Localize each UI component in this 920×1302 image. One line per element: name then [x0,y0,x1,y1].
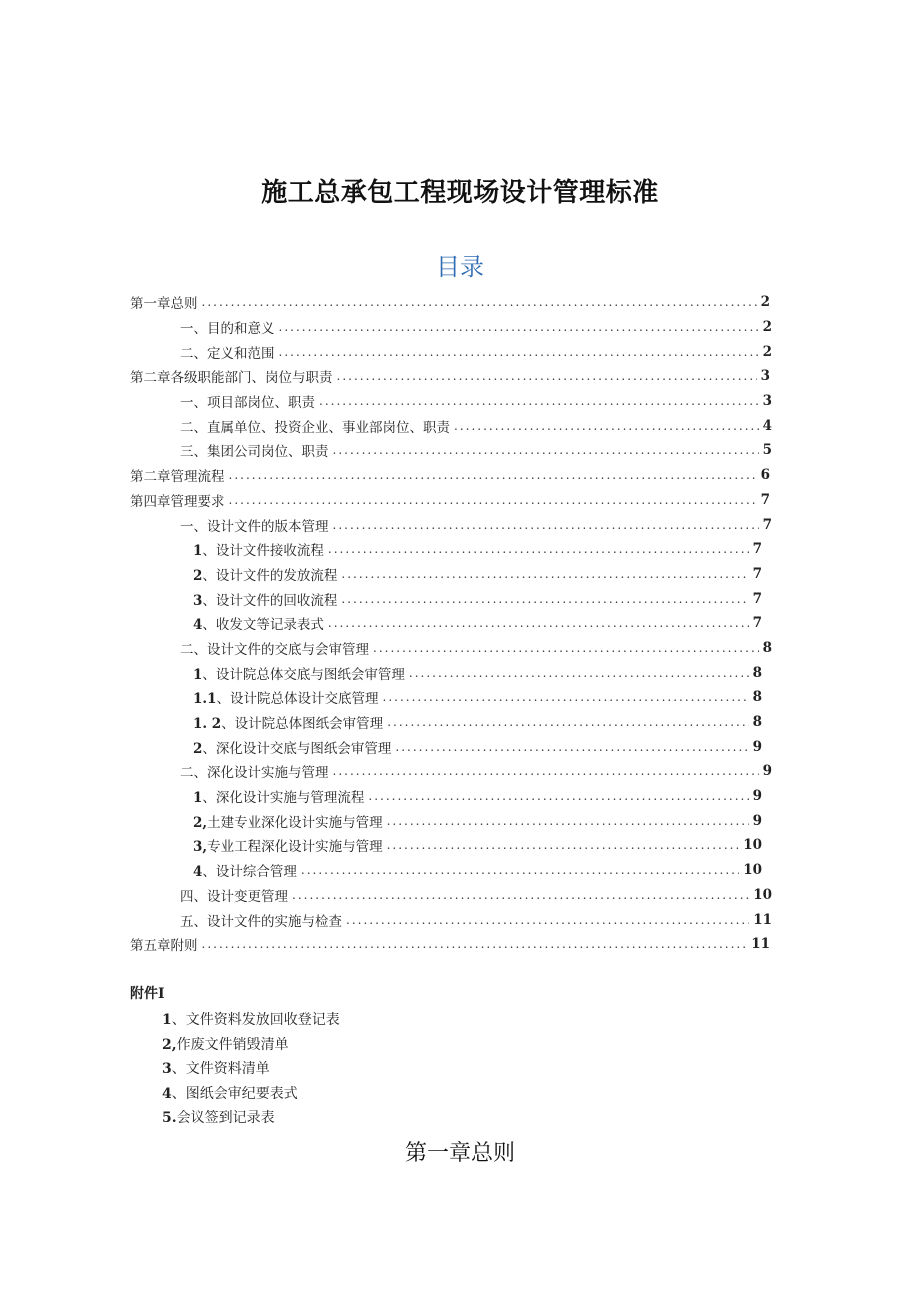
toc-page-number: 7 [752,590,762,607]
toc-entry-label [180,317,275,337]
appendix-item-number: 1 [162,1012,172,1028]
toc-entry-text: 专业工程深化设计实施与管理 [207,839,383,856]
appendix-item [130,1033,730,1058]
toc-entry[interactable] [130,537,780,562]
toc-entry-label [180,515,329,535]
toc-entry-text: 第二章各级职能部门、岗位与职责 [130,370,333,387]
toc-entry-text: 第五章附则 [130,938,198,955]
toc-leader-dots [333,518,759,532]
toc-entry-text: 三、集团公司岗位、职责 [180,444,329,461]
toc-entry-label [180,910,342,930]
toc-entry[interactable] [130,932,780,957]
toc-entry-text: 四、设计变更管理 [180,888,288,905]
toc-page-number: 5 [762,442,772,459]
toc-entry-label [193,712,383,732]
appendix-item [130,1106,730,1131]
appendix-list [130,983,730,1131]
toc-page-number: 8 [752,664,762,681]
toc-page-number: 10 [743,837,762,854]
toc-entry-number: 2 [193,740,203,757]
toc-entry[interactable] [130,512,780,537]
appendix-item-number: 2, [162,1036,177,1053]
appendix-item-text: 会议签到记录表 [176,1110,275,1127]
toc-page-number: 8 [752,714,762,731]
toc-leader-dots [341,592,748,606]
toc-entry[interactable] [130,660,780,685]
toc-leader-dots [346,913,749,927]
appendix-item-number: 3 [162,1061,172,1078]
toc-page-number: 7 [752,541,762,558]
toc-entry[interactable] [130,586,780,611]
toc-entry-text: 土建专业深化设计实施与管理 [207,814,383,831]
toc-page-number: 10 [743,862,762,879]
toc-heading: 目录 [436,253,484,281]
toc-entry[interactable] [130,463,780,488]
toc-entry-text: 、深化设计实施与管理流程 [202,790,365,807]
toc-entry-label [193,663,405,683]
toc-entry-label [180,885,288,905]
toc-entry[interactable] [130,562,780,587]
toc-entry[interactable] [130,413,780,438]
toc-page-number: 3 [760,368,770,385]
toc-entry-label [180,416,450,436]
toc-page-number: 11 [753,911,772,928]
toc-entry[interactable] [130,315,780,340]
toc-leader-dots [202,937,748,951]
toc-leader-dots [292,888,749,902]
appendix-item-text: 、文件资料发放回收登记表 [171,1012,340,1028]
toc-page-number: 8 [762,639,772,656]
toc-leader-dots [387,838,740,852]
toc-entry-text: 二、深化设计实施与管理 [180,765,329,782]
toc-page-number: 9 [752,738,762,755]
toc-page-number: 2 [760,294,770,311]
toc-entry-label [180,638,369,658]
toc-entry-number: 1. 2 [193,716,222,733]
toc-entry-text: 二、定义和范围 [180,345,275,362]
toc-entry-number: 1.1 [193,691,217,708]
toc-entry-text: 、设计文件接收流程 [202,543,324,560]
toc-entry[interactable] [130,858,780,883]
toc-entry-number: 1 [193,543,203,560]
toc-page-number: 6 [760,467,770,484]
toc-leader-dots [383,690,749,704]
toc-entry-label [193,786,364,806]
toc-entry-label [193,687,379,707]
toc-entry[interactable] [130,636,780,661]
toc-leader-dots [328,616,749,630]
toc-entry-text: 第二章管理流程 [130,469,225,486]
toc-entry-text: 、设计院总体设计交底管理 [216,691,379,708]
toc-entry-label [193,539,324,559]
toc-entry-text: 第四章管理要求 [130,493,225,510]
toc-entry-label [130,490,225,510]
toc-entry-label [180,440,329,460]
toc-entry[interactable] [130,290,780,315]
toc-entry-number: 2, [193,814,208,831]
table-of-contents [130,290,780,957]
toc-leader-dots [387,814,749,828]
toc-entry[interactable] [130,364,780,389]
toc-entry-label [130,366,333,386]
toc-entry[interactable] [130,339,780,364]
toc-entry-text: 、设计综合管理 [202,864,297,881]
toc-entry-text: 一、项目部岗位、职责 [180,395,315,412]
toc-page-number: 9 [752,812,762,829]
toc-entry-number: 3 [193,592,203,609]
toc-entry-label [193,564,337,584]
toc-entry-text: 、设计文件的发放流程 [202,567,338,584]
toc-entry[interactable] [130,611,780,636]
chapter-title: 第一章总则 [404,1141,515,1166]
toc-leader-dots [328,542,749,556]
toc-entry[interactable] [130,734,780,759]
toc-leader-dots [319,394,759,408]
toc-entry-text: 、设计文件的回收流程 [202,592,338,609]
toc-page-number: 3 [762,393,772,410]
toc-entry[interactable] [130,685,780,710]
toc-page-number: 7 [752,565,762,582]
toc-leader-dots [387,715,748,729]
toc-entry-text: 二、直属单位、投资企业、事业部岗位、职责 [180,419,450,436]
appendix-item-number: 5. [162,1110,177,1127]
document-title: 施工总承包工程现场设计管理标准 [261,178,659,208]
toc-entry[interactable] [130,438,780,463]
toc-page-number: 7 [760,491,770,508]
toc-entry-text: 、收发文等记录表式 [202,617,324,634]
toc-entry[interactable] [130,784,780,809]
toc-leader-dots [409,666,749,680]
toc-leader-dots [301,863,739,877]
toc-page-number: 2 [762,343,772,360]
toc-leader-dots [337,369,757,383]
toc-entry[interactable] [130,833,780,858]
toc-entry-label [193,811,383,831]
toc-page-number: 7 [752,615,762,632]
toc-entry-number: 1 [193,666,203,683]
toc-leader-dots [395,740,748,754]
toc-entry-text: 五、设计文件的实施与检查 [180,913,342,930]
toc-page-number: 4 [762,417,772,434]
toc-entry-label [193,613,324,633]
toc-entry-label [193,589,337,609]
toc-leader-dots [279,320,759,334]
toc-entry-label [193,835,383,855]
toc-page-number: 8 [752,689,762,706]
toc-page-number: 2 [762,319,772,336]
toc-leader-dots [202,295,757,309]
toc-entry-number: 4 [193,864,203,881]
toc-leader-dots [373,641,759,655]
appendix-item [130,1008,730,1033]
toc-leader-dots [454,419,759,433]
toc-entry-text: 、设计院总体交底与图纸会审管理 [202,666,405,683]
appendix-item-text: 、文件资料清单 [171,1061,270,1078]
toc-entry-text: 二、设计文件的交底与会审管理 [180,641,369,658]
toc-entry[interactable] [130,389,780,414]
toc-entry-label [193,860,297,880]
toc-entry-number: 2 [193,567,203,584]
toc-page-number: 10 [753,886,772,903]
toc-entry[interactable] [130,488,780,513]
appendix-item [130,1082,730,1107]
toc-leader-dots [279,345,759,359]
appendix-item-text: 、图纸会审纪要表式 [171,1085,298,1102]
toc-entry-label [193,737,391,757]
toc-entry-number: 1 [193,790,203,807]
toc-leader-dots [368,789,748,803]
toc-leader-dots [333,443,759,457]
toc-leader-dots [229,493,757,507]
toc-page-number: 9 [752,788,762,805]
appendix-item-text: 作废文件销毁清单 [176,1036,289,1053]
toc-entry-text: 、设计院总体图纸会审管理 [221,716,384,733]
toc-entry-number: 3, [193,839,208,856]
toc-page-number: 9 [762,763,772,780]
toc-entry-number: 4 [193,617,203,634]
toc-entry-text: 一、目的和意义 [180,321,275,338]
toc-entry-label [180,342,275,362]
toc-entry[interactable] [130,710,780,735]
toc-page-number: 7 [762,516,772,533]
toc-entry-label [130,292,198,312]
toc-entry[interactable] [130,808,780,833]
toc-leader-dots [341,567,748,581]
toc-entry[interactable] [130,907,780,932]
toc-leader-dots [229,468,757,482]
toc-entry-label [130,465,225,485]
toc-leader-dots [333,764,759,778]
appendix-item [130,1057,730,1082]
toc-page-number: 11 [751,936,770,953]
toc-entry[interactable] [130,883,780,908]
appendix-item-number: 4 [162,1085,172,1102]
toc-entry-label [130,934,198,954]
toc-entry-label [180,391,315,411]
toc-entry-text: 一、设计文件的版本管理 [180,518,329,535]
toc-entry-text: 、深化设计交底与图纸会审管理 [202,740,392,757]
toc-entry-text: 第一章总则 [130,296,198,313]
appendix-title: 附件I [130,986,165,1002]
toc-entry[interactable] [130,759,780,784]
toc-entry-label [180,761,329,781]
